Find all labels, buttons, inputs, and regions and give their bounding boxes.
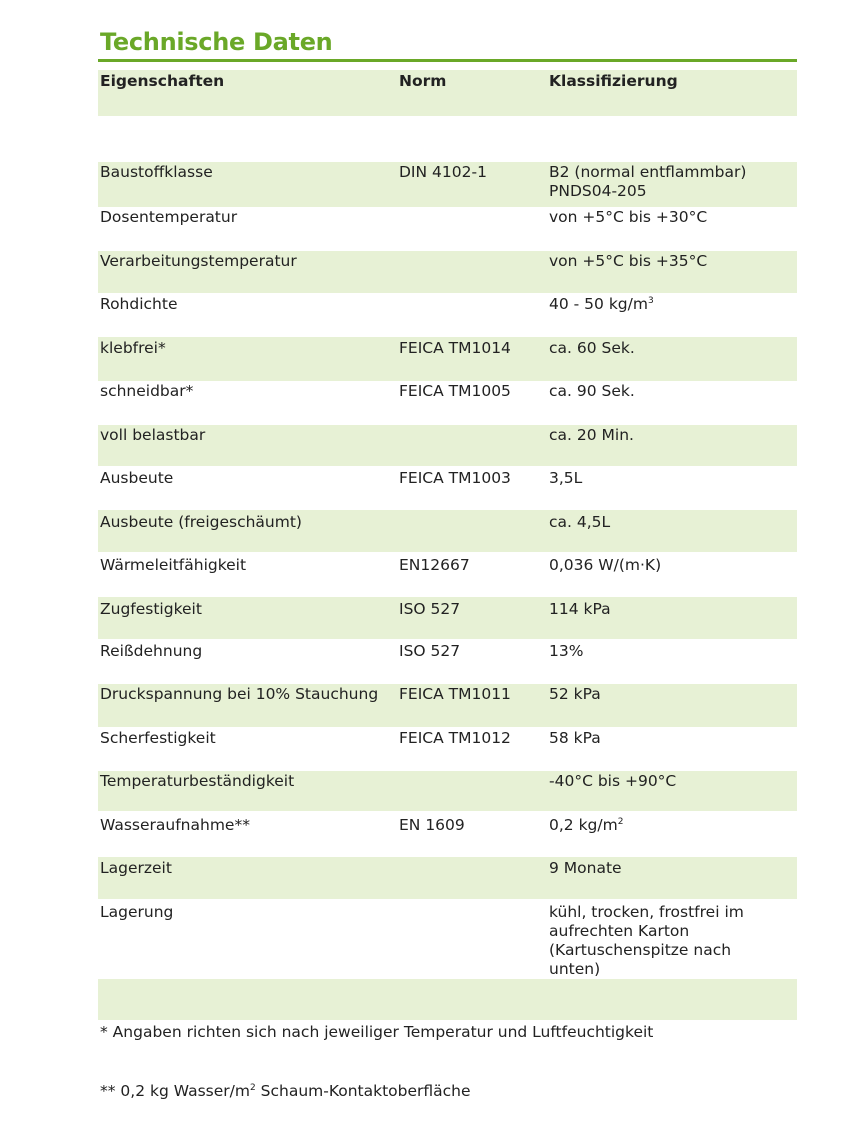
row-value: von +5°C bis +30°C bbox=[549, 208, 708, 226]
title-divider bbox=[98, 59, 797, 62]
row-value: B2 (normal entflammbar) PNDS04-205 bbox=[549, 163, 747, 200]
row-norm: FEICA TM1014 bbox=[399, 339, 511, 357]
footnote-2: ** 0,2 kg Wasser/$m^2$ Schaum-Kontaktoberfläche bbox=[100, 1082, 471, 1100]
row-band bbox=[98, 857, 797, 899]
row-value: ca. 4,5L bbox=[549, 513, 611, 531]
row-value: 40 - 50 $kg/m^3$ bbox=[549, 295, 654, 313]
row-norm: FEICA TM1012 bbox=[399, 729, 511, 747]
row-property: Scherfestigkeit bbox=[100, 729, 216, 747]
row-value: 0,2 $kg/m^2$ bbox=[549, 816, 624, 834]
row-value: 13% bbox=[549, 642, 584, 660]
row-value: 52 kPa bbox=[549, 685, 601, 703]
row-property: Dosentemperatur bbox=[100, 208, 238, 226]
row-value: ca. 20 Min. bbox=[549, 426, 634, 444]
row-norm: FEICA TM1011 bbox=[399, 685, 511, 703]
footnote-1: * Angaben richten sich nach jeweiliger Temperatur und Luftfeuchtigkeit bbox=[100, 1023, 654, 1041]
superscript: 3 bbox=[647, 296, 654, 306]
row-property: Lagerung bbox=[100, 903, 174, 921]
column-header-norm: Norm bbox=[399, 72, 447, 90]
row-band bbox=[98, 979, 797, 1020]
row-norm: ISO 527 bbox=[399, 600, 461, 618]
row-norm: FEICA TM1005 bbox=[399, 382, 511, 400]
row-property: schneidbar* bbox=[100, 382, 194, 400]
row-value: -40°C bis +90°C bbox=[549, 772, 677, 790]
row-value: ca. 90 Sek. bbox=[549, 382, 635, 400]
superscript: 2 bbox=[249, 1083, 256, 1093]
row-norm: EN 1609 bbox=[399, 816, 465, 834]
row-property: Wasseraufnahme** bbox=[100, 816, 250, 834]
row-property: Reißdehnung bbox=[100, 642, 203, 660]
row-property: Baustoffklasse bbox=[100, 163, 213, 181]
row-norm: EN12667 bbox=[399, 556, 470, 574]
row-property: Druckspannung bei 10% Stauchung bbox=[100, 685, 379, 703]
row-value: 9 Monate bbox=[549, 859, 622, 877]
row-property: klebfrei* bbox=[100, 339, 166, 357]
row-property: voll belastbar bbox=[100, 426, 206, 444]
row-property: Ausbeute bbox=[100, 469, 174, 487]
row-property: Rohdichte bbox=[100, 295, 178, 313]
row-value: ca. 60 Sek. bbox=[549, 339, 635, 357]
row-property: Temperaturbeständigkeit bbox=[100, 772, 295, 790]
row-value: 0,036 W/(m·K) bbox=[549, 556, 662, 574]
row-property: Ausbeute (freigeschäumt) bbox=[100, 513, 302, 531]
row-norm: FEICA TM1003 bbox=[399, 469, 511, 487]
column-header-classification: Klassifizierung bbox=[549, 72, 678, 90]
column-header-property: Eigenschaften bbox=[100, 72, 225, 90]
row-value: 3,5L bbox=[549, 469, 583, 487]
row-property: Wärmeleitfähigkeit bbox=[100, 556, 247, 574]
row-value: 58 kPa bbox=[549, 729, 601, 747]
row-property: Lagerzeit bbox=[100, 859, 172, 877]
row-value: 114 kPa bbox=[549, 600, 611, 618]
row-property: Zugfestigkeit bbox=[100, 600, 202, 618]
superscript: 2 bbox=[617, 817, 624, 827]
row-value: von +5°C bis +35°C bbox=[549, 252, 708, 270]
page-title: Technische Daten bbox=[100, 28, 333, 56]
row-value: kühl, trocken, frostfrei im aufrechten Karton (Kartuschenspitze nach unten) bbox=[549, 903, 744, 978]
row-property: Verarbeitungstemperatur bbox=[100, 252, 297, 270]
row-norm: ISO 527 bbox=[399, 642, 461, 660]
row-norm: DIN 4102-1 bbox=[399, 163, 487, 181]
